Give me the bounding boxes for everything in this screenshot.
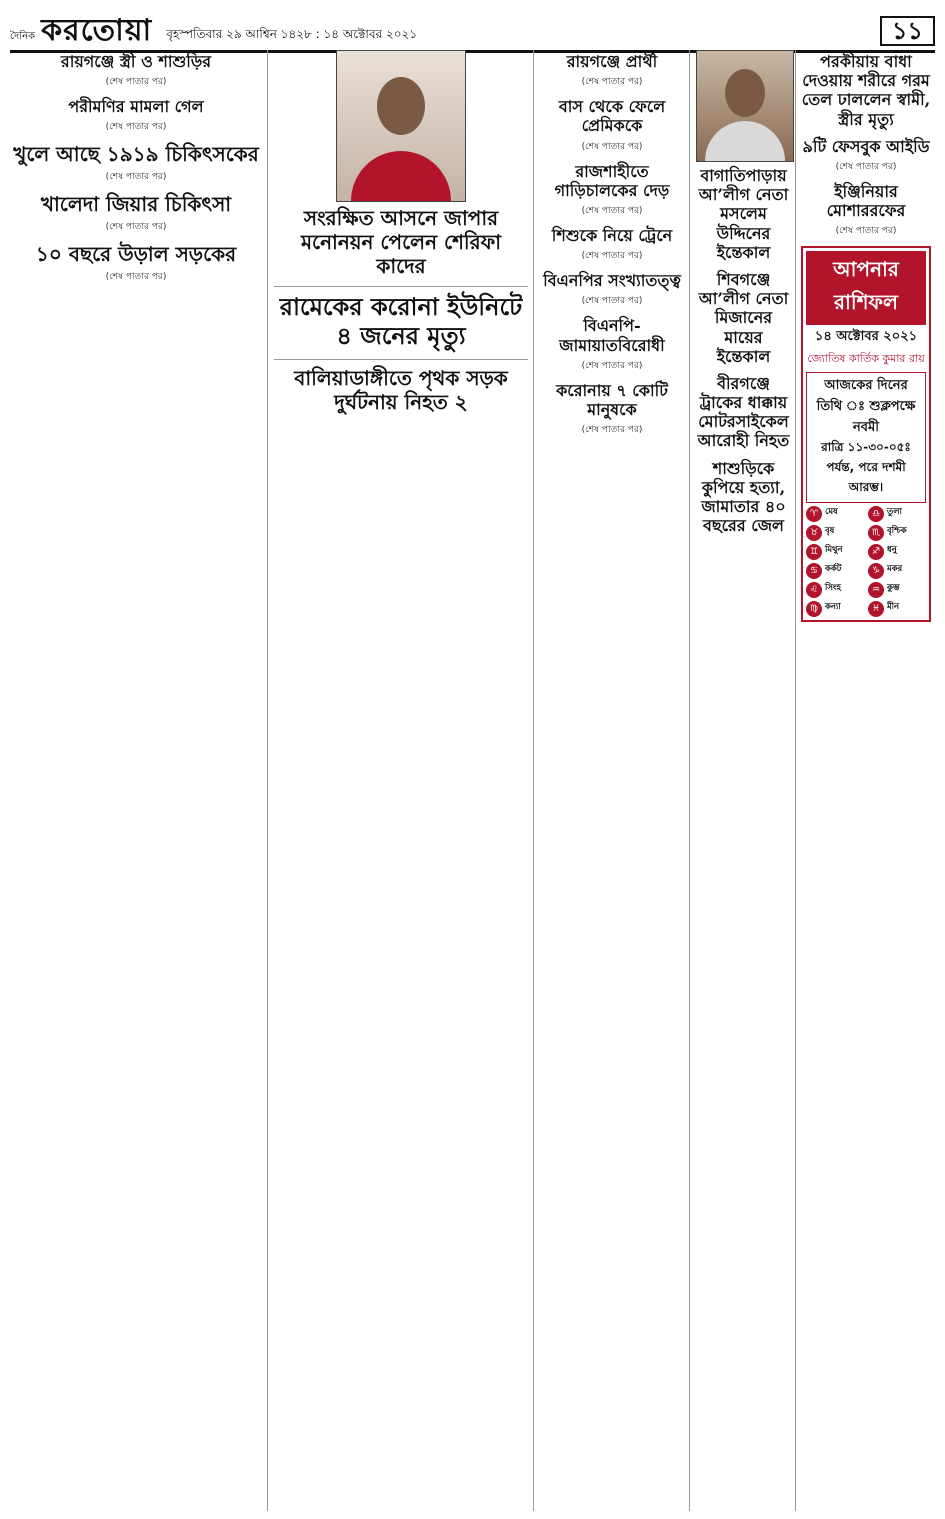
gemini-icon: ♊ xyxy=(806,544,822,560)
story-headline: শাশুড়িকে কুপিয়ে হত্যা, জামাতার ৪০ বছরের জেল xyxy=(701,458,786,536)
horoscope-item xyxy=(868,525,926,541)
story xyxy=(540,226,684,263)
cancer-icon: ♋ xyxy=(806,563,822,579)
story xyxy=(696,50,791,262)
story xyxy=(540,52,684,89)
story-headline: বীরগঞ্জে ট্রাকের ধাক্কায় মোটরসাইকেল আরোহী নিহত xyxy=(697,373,790,451)
story-kicker: (শেষ পাতার পর) xyxy=(581,77,643,88)
aquarius-icon: ♒ xyxy=(868,582,884,598)
horoscope-box xyxy=(801,246,931,622)
capricorn-icon: ♑ xyxy=(868,563,884,579)
scorpio-icon: ♏ xyxy=(868,525,884,541)
story-kicker: (শেষ পাতার পর) xyxy=(835,161,897,172)
story xyxy=(696,270,791,366)
story-headline: বিএনপির সংখ্যাতত্ত্ব xyxy=(543,271,681,291)
story-headline: শিশুকে নিয়ে ট্রেনে xyxy=(551,225,673,245)
feature-story xyxy=(274,50,528,278)
story-kicker: (শেষ পাতার পর) xyxy=(581,425,643,436)
story-headline: রামেকের করোনা ইউনিটে ৪ জনের মৃত্যু xyxy=(279,292,523,350)
story-headline: করোনায় ৭ কোটি মানুষকে xyxy=(556,380,668,419)
story-headline: খুলে আছে ১৯১৯ চিকিৎসকের xyxy=(13,142,259,167)
story-headline: বাগাতিপাড়ায় আ’লীগ নেতা মসলেম উদ্দিনের ইন্তেকাল xyxy=(698,166,789,262)
logo-small-text: দৈনিক xyxy=(10,31,36,42)
horoscope-item xyxy=(868,544,926,560)
story xyxy=(540,162,684,218)
column-5 xyxy=(801,50,931,1511)
sign-name: কুম্ভ xyxy=(887,582,900,593)
story xyxy=(10,97,262,134)
story-headline: খালেদা জিয়ার চিকিৎসা xyxy=(40,192,232,217)
story-kicker: (শেষ পাতার পর) xyxy=(581,141,643,152)
story xyxy=(540,97,684,153)
story xyxy=(696,459,791,536)
masthead xyxy=(10,10,935,53)
story-kicker: (শেষ পাতার পর) xyxy=(105,122,167,133)
story-headline: শিবগঞ্জে আ’লীগ নেতা মিজানের মায়ের ইন্তেকাল xyxy=(698,269,789,366)
story xyxy=(10,242,262,284)
story-headline: বালিয়াডাঙ্গীতে পৃথক সড়ক দুর্ঘটনায় নিহত ২ xyxy=(294,365,508,414)
story-kicker: (শেষ পাতার পর) xyxy=(105,172,167,183)
virgo-icon: ♍ xyxy=(806,601,822,617)
horoscope-title: আপনার রাশিফল xyxy=(806,251,926,325)
leo-icon: ♌ xyxy=(806,582,822,598)
sign-name: বৃষ xyxy=(825,525,835,536)
story-kicker: (শেষ পাতার পর) xyxy=(581,251,643,262)
story-kicker: (শেষ পাতার পর) xyxy=(581,360,643,371)
story-headline: রায়গঞ্জে স্ত্রী ও শাশুড়ির xyxy=(60,52,212,71)
sign-name: মিথুন xyxy=(825,544,843,555)
sign-name: মকর xyxy=(887,563,903,574)
logo-title: করতোয়া xyxy=(41,13,153,48)
story xyxy=(10,142,262,184)
story xyxy=(540,316,684,372)
horoscope-item xyxy=(806,582,864,598)
story-kicker: (শেষ পাতার পর) xyxy=(105,77,167,88)
sign-name: তুলা xyxy=(887,506,902,517)
sagittarius-icon: ♐ xyxy=(868,544,884,560)
story-kicker: (শেষ পাতার পর) xyxy=(581,205,643,216)
dateline: বৃহস্পতিবার ২৯ আশ্বিন ১৪২৮ : ১৪ অক্টোবর ২০২১ xyxy=(166,27,418,41)
sign-name: কর্কট xyxy=(825,563,842,574)
sign-name: সিংহ xyxy=(825,582,841,593)
story-headline: বিএনপি-জামায়াতবিরোধী xyxy=(559,316,665,355)
story-headline: ইঞ্জিনিয়ার মোশাররফের xyxy=(826,181,906,221)
story xyxy=(801,52,931,129)
story-kicker: (শেষ পাতার পর) xyxy=(835,226,897,237)
story-headline: পরীমণির মামলা গেল xyxy=(68,97,204,117)
horoscope-item xyxy=(868,601,926,617)
story xyxy=(801,182,931,238)
aries-icon: ♈ xyxy=(806,506,822,522)
page-number: ১১ xyxy=(880,16,935,46)
story xyxy=(801,137,931,174)
columns xyxy=(10,50,935,1511)
newspaper-logo xyxy=(10,13,153,48)
horoscope-item xyxy=(868,506,926,522)
taurus-icon: ♉ xyxy=(806,525,822,541)
story-headline: পরকীয়ায় বাধা দেওয়ায় শরীরে গরম তেল ঢাললেন স্বামী, স্ত্রীর মৃত্যু xyxy=(801,52,931,129)
story xyxy=(540,271,684,308)
story-headline: রাজশাহীতে গাড়িচালকের দেড় xyxy=(554,161,670,200)
horoscope-grid xyxy=(806,506,926,617)
column-3 xyxy=(540,50,690,1511)
column-right xyxy=(696,50,931,1511)
horoscope-item xyxy=(868,582,926,598)
story xyxy=(10,192,262,234)
horoscope-item xyxy=(806,563,864,579)
story-headline: বাস থেকে ফেলে প্রেমিককে xyxy=(558,97,666,136)
today-tithi-line2: রাত্রি ১১-৩০-০৫ঃ পর্যন্ত, পরে দশমী আরম্ভ। xyxy=(821,440,911,495)
story xyxy=(10,52,262,89)
pisces-icon: ♓ xyxy=(868,601,884,617)
horoscope-item xyxy=(806,601,864,617)
story-kicker: (শেষ পাতার পর) xyxy=(581,296,643,307)
feature-headline: সংরক্ষিত আসনে জাপার মনোনয়ন পেলেন শেরিফা কাদের xyxy=(300,206,502,278)
portrait-photo xyxy=(696,50,794,162)
story-headline: ৯টি ফেসবুক আইডি xyxy=(802,136,930,156)
today-tithi-box xyxy=(806,372,926,503)
today-tithi-line1: আজকের দিনের তিথি ঃ শুক্লপক্ষে নবমী xyxy=(816,378,916,436)
horoscope-item xyxy=(806,544,864,560)
sign-name: মীন xyxy=(887,601,900,612)
story-headline: ১০ বছরে উড়াল সড়কের xyxy=(35,242,237,267)
horoscope-item xyxy=(868,563,926,579)
horoscope-item xyxy=(806,525,864,541)
story xyxy=(274,366,528,414)
story xyxy=(696,374,791,451)
story-kicker: (শেষ পাতার পর) xyxy=(105,272,167,283)
horoscope-date: ১৪ অক্টোবর ২০২১ xyxy=(814,329,918,345)
story-headline: রায়গঞ্জে প্রার্থী xyxy=(566,52,658,71)
portrait-photo xyxy=(336,50,466,202)
horoscope-item xyxy=(806,506,864,522)
story xyxy=(274,293,528,351)
story xyxy=(540,381,684,437)
column-1 xyxy=(10,50,268,1511)
story-kicker: (শেষ পাতার পর) xyxy=(105,222,167,233)
horoscope-author: জ্যোতিষ কার্তিক কুমার রায় xyxy=(807,352,925,366)
sign-name: কন্যা xyxy=(825,601,841,612)
sign-name: ধনু xyxy=(887,544,897,555)
column-4 xyxy=(696,50,796,1511)
column-2 xyxy=(274,50,534,1511)
sign-name: মেষ xyxy=(825,506,838,517)
sign-name: বৃশ্চিক xyxy=(887,525,907,536)
libra-icon: ♎ xyxy=(868,506,884,522)
